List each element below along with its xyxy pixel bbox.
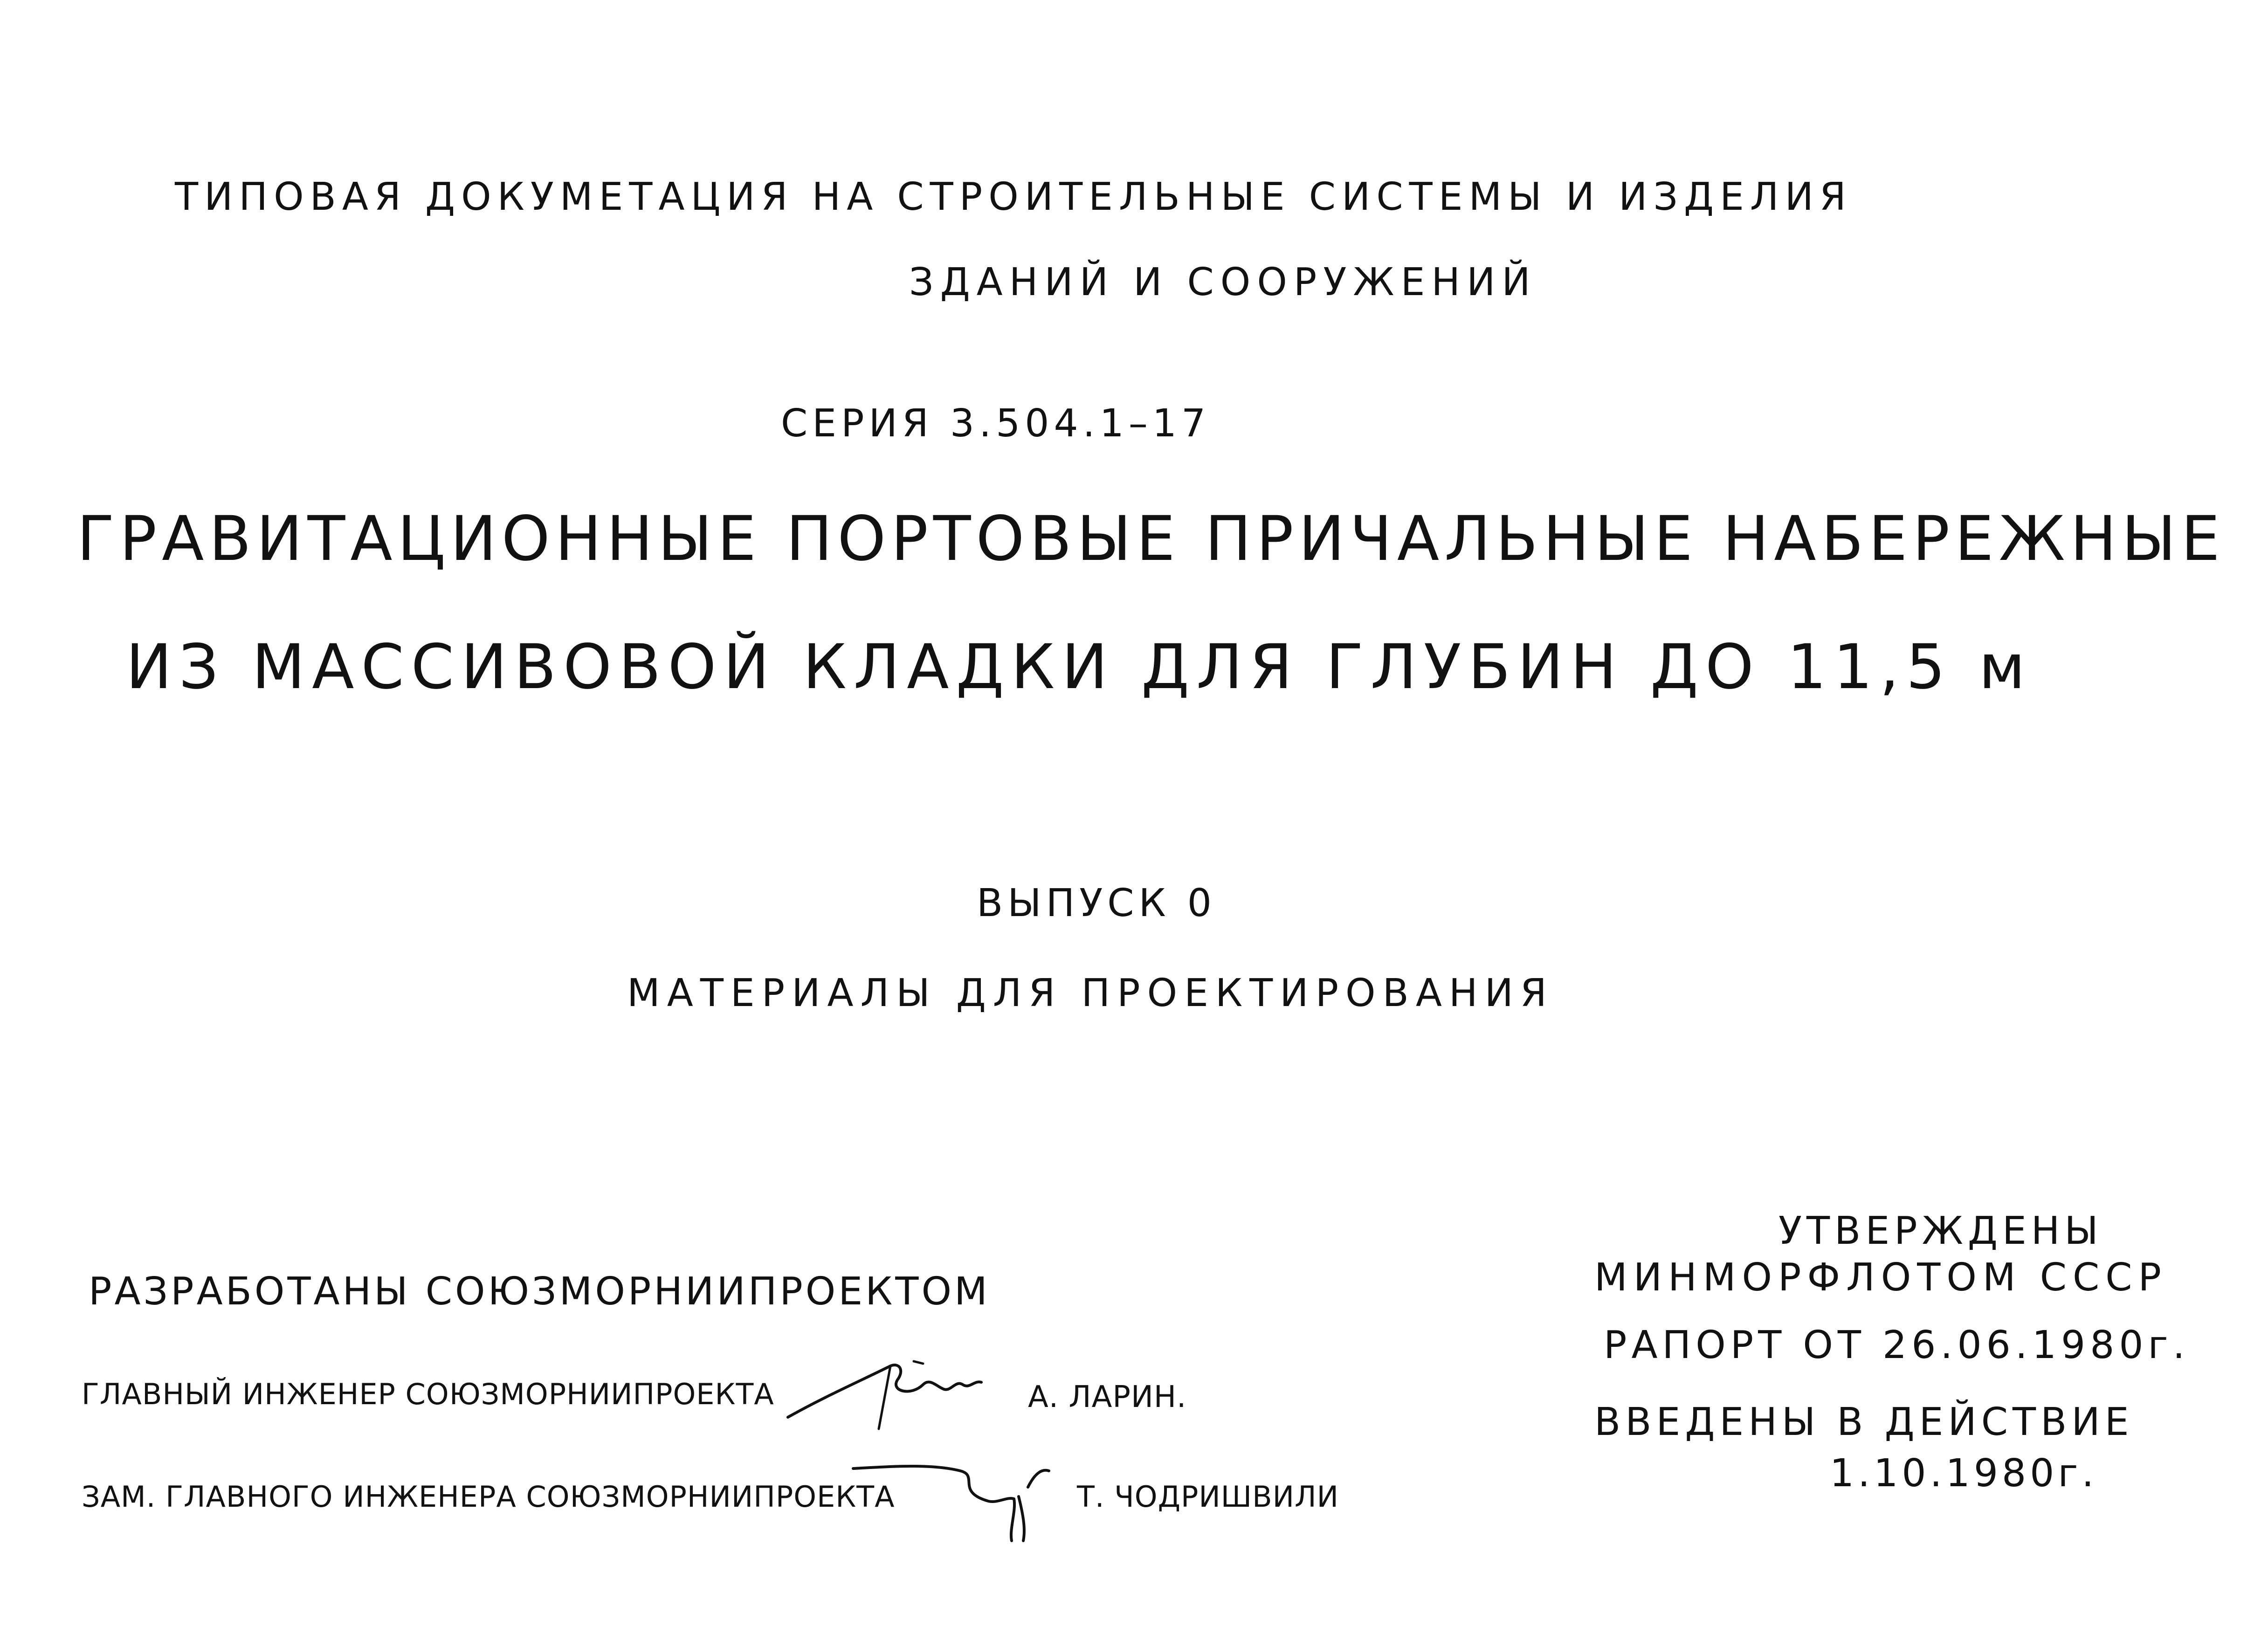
developers-heading: РАЗРАБОТАНЫ СОЮЗМОРНИИПРОЕКТОМ: [89, 1269, 990, 1314]
signature-stroke: [914, 1361, 923, 1364]
document-title-line-2: ИЗ МАССИВОВОЙ КЛАДКИ ДЛЯ ГЛУБИН ДО 11,5 м: [126, 631, 2033, 703]
approval-line-2: МИНМОРФЛОТОМ СССР: [1594, 1255, 2167, 1300]
issue-subtitle: МАТЕРИАЛЫ ДЛЯ ПРОЕКТИРОВАНИЯ: [627, 971, 1554, 1015]
header-line-1: ТИПОВАЯ ДОКУМЕТАЦИЯ НА СТРОИТЕЛЬНЫЕ СИСТЕМЫ И ИЗДЕЛИЯ: [175, 175, 1852, 219]
deputy-engineer-signature: [839, 1455, 1082, 1548]
approval-line-4: ВВЕДЕНЫ В ДЕЙСТВИЕ: [1594, 1400, 2134, 1444]
signature-stroke: [1011, 1470, 1049, 1541]
deputy-engineer-name: Т. ЧОДРИШВИЛИ: [1077, 1480, 1339, 1514]
chief-engineer-signature: [783, 1352, 998, 1431]
approval-line-1: УТВЕРЖДЕНЫ: [1779, 1209, 2103, 1253]
header-line-2: ЗДАНИЙ И СООРУЖЕНИЙ: [909, 260, 1537, 304]
issue-number: ВЫПУСК 0: [977, 881, 1216, 925]
deputy-engineer-title: ЗАМ. ГЛАВНОГО ИНЖЕНЕРА СОЮЗМОРНИИПРОЕКТА: [82, 1480, 895, 1514]
chief-engineer-name: А. ЛАРИН.: [1028, 1380, 1187, 1414]
series-number: СЕРИЯ 3.504.1–17: [781, 401, 1211, 446]
signature-stroke: [879, 1366, 890, 1429]
chief-engineer-title: ГЛАВНЫЙ ИНЖЕНЕР СОЮЗМОРНИИПРОЕКТА: [82, 1377, 774, 1411]
signature-stroke: [853, 1466, 1014, 1502]
document-title-line-1: ГРАВИТАЦИОННЫЕ ПОРТОВЫЕ ПРИЧАЛЬНЫЕ НАБЕРЕЖНЫЕ: [77, 503, 2225, 575]
approval-line-3: РАПОРТ ОТ 26.06.1980г.: [1604, 1323, 2190, 1367]
approval-line-5: 1.10.1980г.: [1830, 1451, 2098, 1496]
